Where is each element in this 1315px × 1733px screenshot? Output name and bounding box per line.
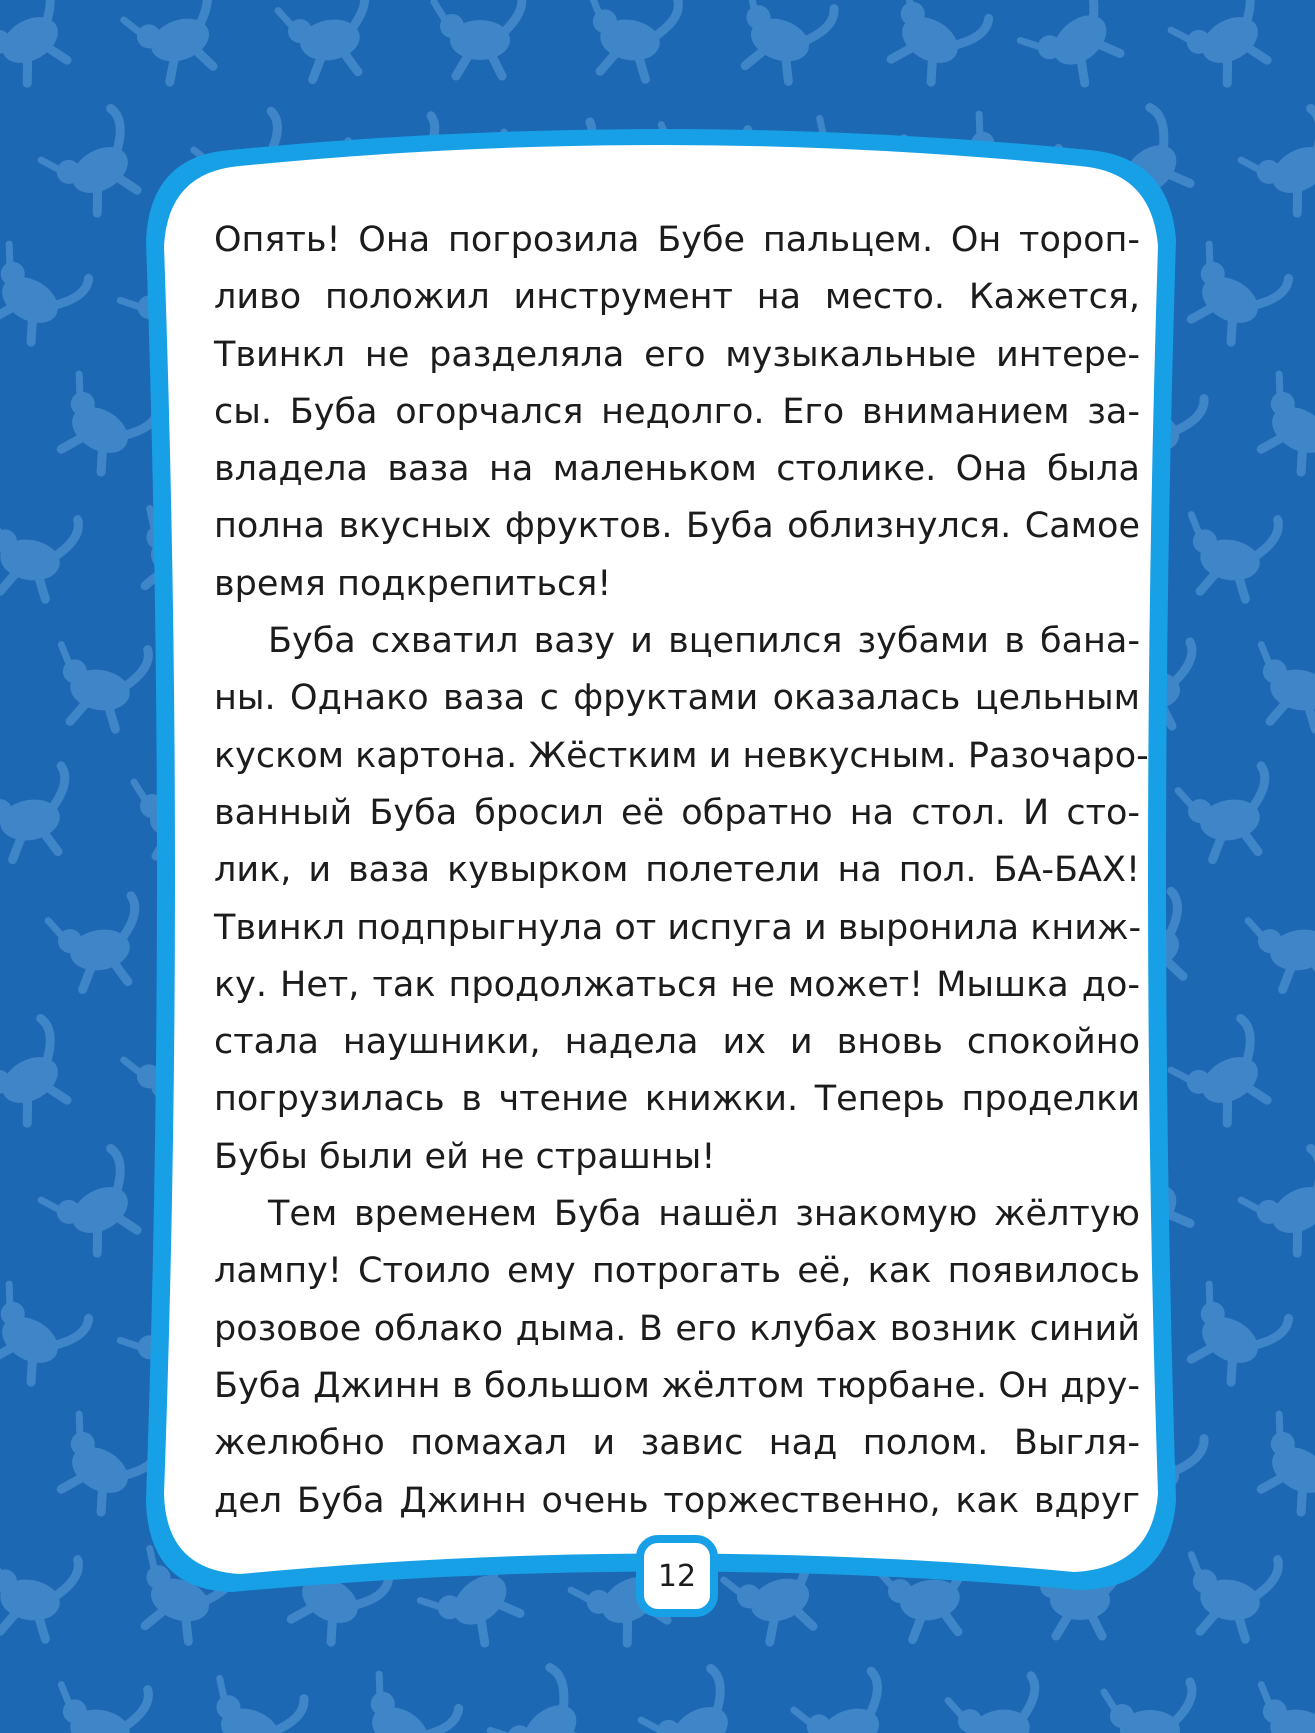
text-line: Буба Джинн в большом жёлтом тюрбане. Он дру- [214, 1365, 1140, 1406]
paragraph-1 [214, 212, 1140, 613]
text-line: стала наушники, надела их и вновь спокойно [214, 1022, 1140, 1063]
text-line: лик, и ваза кувырком полетели на пол. БА-БАХ! [214, 850, 1140, 891]
text-line: погрузилась в чтение книжки. Теперь проделки [214, 1079, 1140, 1120]
text-line: дел Буба Джинн очень торжественно, как вдруг [214, 1480, 1140, 1521]
text-line: желюбно помахал и завис над полом. Выгля- [214, 1423, 1140, 1464]
text-line: Опять! Она погрозила Бубе пальцем. Он тороп- [214, 220, 1140, 260]
text-line: Твинкл подпрыгнула от испуга и выронила книж- [214, 907, 1142, 948]
story-text [214, 212, 1149, 1530]
text-line: Тем временем Буба нашёл знакомую жёлтую [268, 1194, 1140, 1235]
text-line: ку. Нет, так продолжаться не может! Мышка до- [214, 964, 1140, 1005]
paragraph-3 [214, 1186, 1140, 1530]
text-line: ванный Буба бросил её обратно на стол. И сто- [214, 792, 1140, 833]
text-line: ны. Однако ваза с фруктами оказалась цельным [214, 678, 1140, 719]
text-line: время подкрепиться! [214, 563, 612, 604]
text-line: розовое облако дыма. В его клубах возник синий [214, 1308, 1140, 1349]
text-line: Твинкл не разделяла его музыкальные интере- [214, 334, 1140, 375]
text-line: владела ваза на маленьком столике. Она была [214, 449, 1140, 490]
page-number: 12 [636, 1535, 718, 1617]
paragraph-2 [214, 613, 1149, 1186]
text-line: полна вкусных фруктов. Буба облизнулся. Самое [214, 506, 1140, 547]
text-line: сы. Буба огорчался недолго. Его вниманием за- [214, 391, 1140, 432]
text-line: Бубы были ей не страшны! [214, 1136, 716, 1177]
text-line: Буба схватил вазу и вцепился зубами в бана- [268, 621, 1140, 662]
text-line: куском картона. Жёстким и невкусным. Разочаро- [214, 735, 1149, 776]
text-line: ливо положил инструмент на место. Кажется, [214, 277, 1140, 318]
text-line: лампу! Стоило ему потрогать её, как появилось [214, 1251, 1140, 1292]
